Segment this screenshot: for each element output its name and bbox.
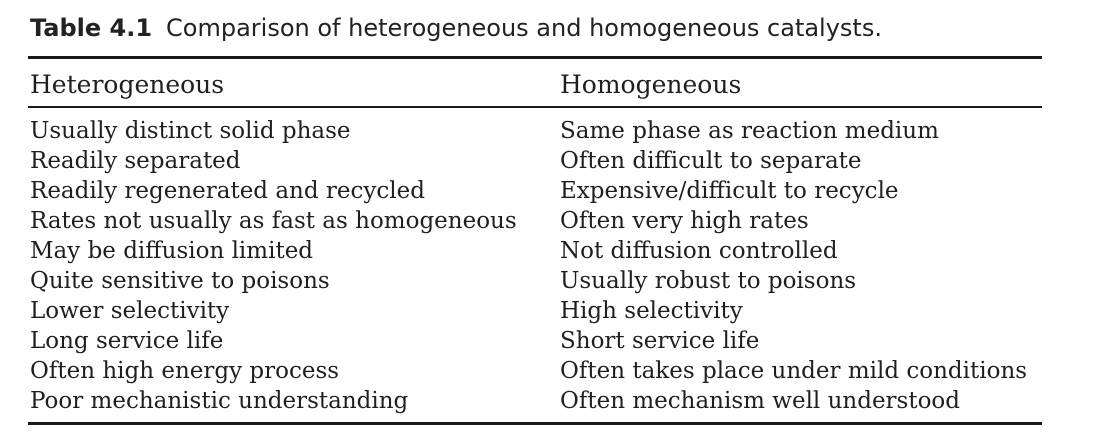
- homogeneous-cell: Usually robust to poisons: [560, 268, 857, 294]
- table-number: Table 4.1: [30, 14, 153, 42]
- homogeneous-cell: Expensive/difficult to recycle: [560, 178, 899, 204]
- table-row: [0, 356, 1104, 386]
- table-row: [0, 206, 1104, 236]
- column-header-heterogeneous: Heterogeneous: [30, 70, 225, 99]
- table-row: [0, 266, 1104, 296]
- heterogeneous-cell: Rates not usually as fast as homogeneous: [30, 208, 517, 234]
- table-row: [0, 116, 1104, 146]
- table-header-rule: [28, 106, 1042, 108]
- homogeneous-cell: Often difficult to separate: [560, 148, 862, 174]
- table-row: [0, 146, 1104, 176]
- table-top-rule: [28, 56, 1042, 59]
- heterogeneous-cell: Quite sensitive to poisons: [30, 268, 330, 294]
- homogeneous-cell: Often very high rates: [560, 208, 809, 234]
- heterogeneous-cell: May be diffusion limited: [30, 238, 314, 264]
- table-row: [0, 236, 1104, 266]
- table-body: [0, 116, 1104, 416]
- column-header-homogeneous: Homogeneous: [560, 70, 742, 99]
- homogeneous-cell: Short service life: [560, 328, 760, 354]
- homogeneous-cell: Often mechanism well understood: [560, 388, 961, 414]
- heterogeneous-cell: Readily separated: [30, 148, 241, 174]
- heterogeneous-cell: Lower selectivity: [30, 298, 230, 324]
- heterogeneous-cell: Readily regenerated and recycled: [30, 178, 425, 204]
- homogeneous-cell: Same phase as reaction medium: [560, 118, 939, 144]
- homogeneous-cell: Often takes place under mild conditions: [560, 358, 1028, 384]
- heterogeneous-cell: Long service life: [30, 328, 224, 354]
- homogeneous-cell: Not diffusion controlled: [560, 238, 838, 264]
- homogeneous-cell: High selectivity: [560, 298, 743, 324]
- heterogeneous-cell: Usually distinct solid phase: [30, 118, 351, 144]
- table-row: [0, 296, 1104, 326]
- table-row: [0, 326, 1104, 356]
- table-bottom-rule: [28, 422, 1042, 425]
- heterogeneous-cell: Often high energy process: [30, 358, 340, 384]
- table-caption: [30, 12, 882, 44]
- table-title: Comparison of heterogeneous and homogeneous catalysts.: [166, 14, 882, 42]
- heterogeneous-cell: Poor mechanistic understanding: [30, 388, 409, 414]
- table-row: [0, 176, 1104, 206]
- table-row: [0, 386, 1104, 416]
